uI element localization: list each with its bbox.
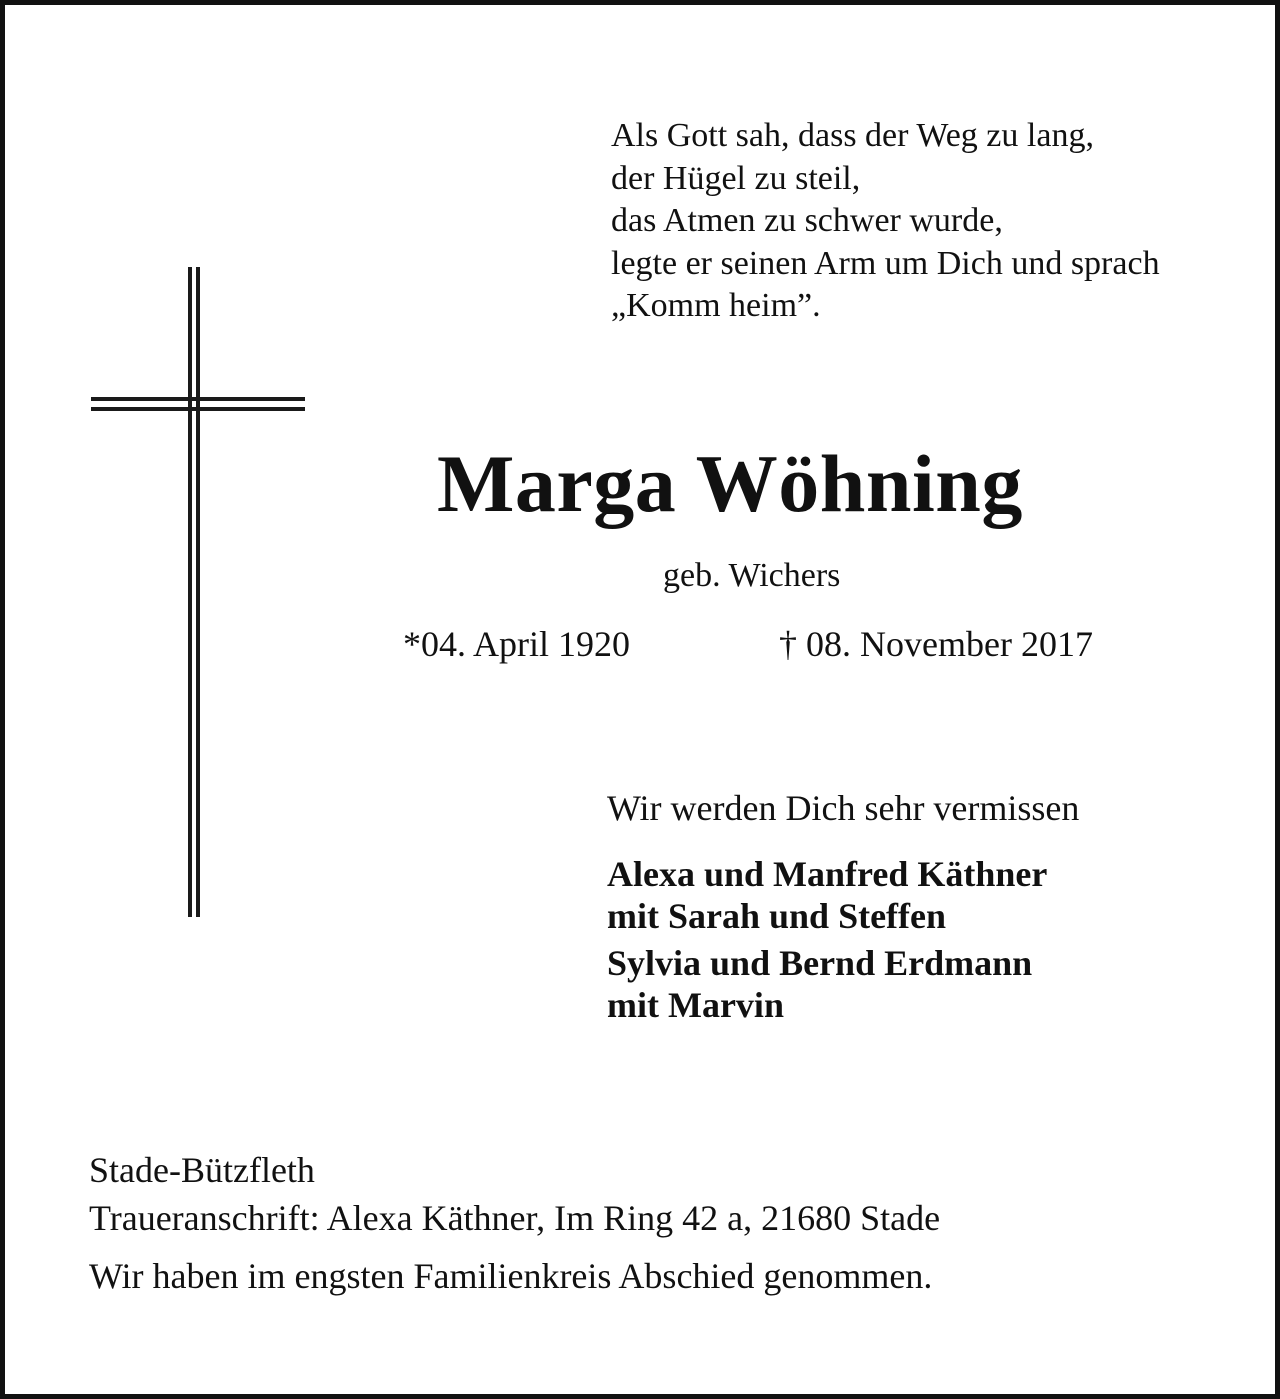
cross-horizontal-bar	[91, 407, 305, 411]
mourner-group	[607, 942, 1047, 1026]
mourner-line: Alexa und Manfred Käthner	[607, 854, 1048, 894]
poem-line: der Hügel zu steil,	[611, 159, 861, 197]
mourner-line: mit Sarah und Steffen	[607, 896, 947, 936]
cross-vertical-bar	[188, 267, 192, 917]
mourner-line: Sylvia und Bernd Erdmann	[607, 943, 1033, 983]
mourner-line: mit Marvin	[607, 985, 784, 1025]
cross-icon	[91, 267, 305, 917]
poem-line: legte er seinen Arm um Dich und sprach	[611, 244, 1160, 282]
cross-horizontal-bar	[91, 397, 305, 401]
mourning-message: Wir werden Dich sehr vermissen	[607, 788, 1080, 828]
cross-vertical-bar	[196, 267, 200, 917]
mourners-list	[607, 853, 1047, 1031]
birth-date: *04. April 1920	[403, 624, 631, 664]
poem-line: „Komm heim”.	[611, 287, 821, 324]
poem-line: Als Gott sah, dass der Weg zu lang,	[611, 117, 1094, 154]
mourning-address: Traueranschrift: Alexa Käthner, Im Ring 42 a, 21680 Stade	[89, 1198, 941, 1238]
place: Stade-Bützfleth	[89, 1150, 315, 1190]
mourner-group	[607, 853, 1047, 937]
birth-name: geb. Wichers	[663, 557, 841, 594]
deceased-name: Marga Wöhning	[437, 438, 1023, 529]
farewell-note: Wir haben im engsten Familienkreis Abschied genommen.	[89, 1256, 933, 1296]
poem	[611, 115, 1160, 328]
death-date: † 08. November 2017	[779, 624, 1093, 664]
poem-line: das Atmen zu schwer wurde,	[611, 202, 1003, 239]
